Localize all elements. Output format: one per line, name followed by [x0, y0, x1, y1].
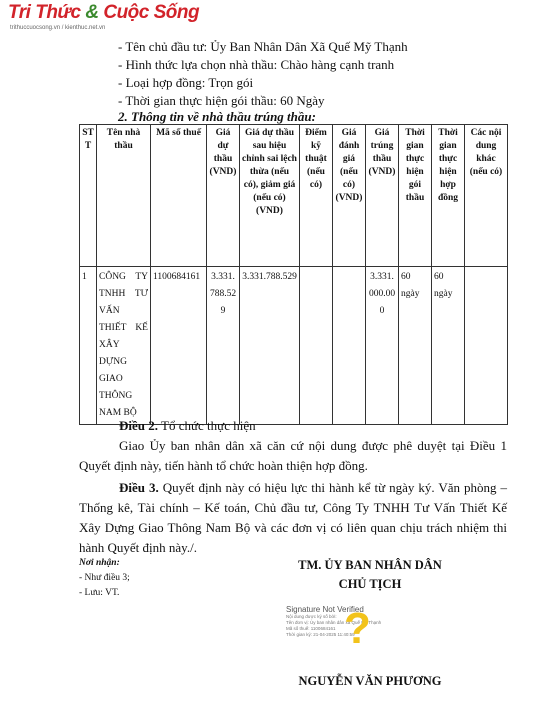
article-2-heading: Điều 2. Tổ chức thực hiện — [119, 418, 256, 433]
signature-detail: Nội dung được ký số bởi: — [286, 614, 337, 619]
col-header-adjusted-price: Giá dự thầu sau hiệu chỉnh sai lệch thừa (nếu có), giảm giá (nếu có) (VND) — [240, 125, 300, 267]
signing-org: TM. ỦY BAN NHÂN DÂN — [298, 558, 442, 572]
col-header-tax-code: Mã số thuế — [151, 125, 207, 267]
winning-bidder-table — [79, 124, 508, 425]
table-row — [80, 267, 508, 425]
tender-info — [118, 38, 408, 110]
signature-detail: Tên đơn vị: Ủy ban nhân dân xã Quế Mỹ Thạnh — [286, 620, 382, 625]
recipients — [79, 556, 130, 601]
col-header-evaluated-price: Giá đánh giá (nếu có) (VND) — [333, 125, 366, 267]
section-title: 2. Thông tin về nhà thầu trúng thầu: — [118, 109, 316, 124]
signature-detail: Mã số thuế: 1100684161 — [286, 626, 336, 631]
article-2-paragraph: Giao Ủy ban nhân dân xã căn cứ nội dung được phê duyệt tại Điều 1 Quyết định này, tiến hành tổ chức hoàn thiện hợp đồng. — [79, 438, 507, 473]
col-header-stt: STT — [80, 125, 97, 267]
col-header-winning-price: Giá trúng thầu (VND) — [366, 125, 399, 267]
signature-status: Signature Not Verified — [286, 605, 364, 614]
col-header-other: Các nội dung khác (nếu có) — [465, 125, 508, 267]
cell-evaluated-price — [333, 267, 366, 425]
col-header-package-duration: Thời gian thực hiện gói thầu — [399, 125, 432, 267]
col-header-contract-duration: Thời gian thực hiện hợp đồng — [432, 125, 465, 267]
signing-title: CHỦ TỊCH — [338, 577, 402, 591]
contract-type-line: - Loại hợp đồng: Trọn gói — [118, 75, 254, 90]
brand-name: Tri Thức & Cuộc Sống — [8, 2, 200, 23]
duration-line: - Thời gian thực hiện gói thầu: 60 Ngày — [118, 93, 325, 108]
recipient-item: - Như điều 3; — [79, 573, 130, 583]
selection-method-line: - Hình thức lựa chọn nhà thầu: Chào hàng cạnh tranh — [118, 57, 395, 72]
cell-package-duration: 60 ngày — [399, 267, 432, 425]
cell-other — [465, 267, 508, 425]
cell-contractor: CÔNG TY TNHH TƯ VẤN THIẾT KẾ XÂY DỰNG GIAO THÔNG NAM BỘ — [97, 267, 151, 425]
col-header-bid-price: Giá dự thầu (VND) — [207, 125, 240, 267]
signer-name: NGUYỄN VĂN PHƯƠNG — [298, 674, 442, 688]
signing-authority — [270, 556, 470, 594]
cell-tech-score — [300, 267, 333, 425]
recipient-item: - Lưu: VT. — [79, 588, 120, 598]
recipients-label: Nơi nhận: — [79, 558, 120, 568]
col-header-contractor: Tên nhà thầu — [97, 125, 151, 267]
article-2 — [79, 416, 507, 476]
cell-contract-duration: 60 ngày — [432, 267, 465, 425]
cell-adjusted-price: 3.331.788.529 — [240, 267, 300, 425]
cell-winning-price: 3.331.000.000 — [366, 267, 399, 425]
table-header-row — [80, 125, 508, 267]
brand-logo — [8, 2, 200, 38]
signature-detail: Thời gian ký: 21-04-2025 11:40:59 — [286, 632, 355, 637]
article-3: Điều 3. Quyết định này có hiệu lực thi hành kể từ ngày ký. Văn phòng – Thống kê, Tài chính – Kế toán, Chủ đầu tư, Công Ty TNHH Tư Vấn Thiết Kế Xây Dựng Giao Thông Nam Bộ và các đơn vị có liên quan chịu trách nhiệm thi hành Quyết định này./. — [79, 480, 507, 555]
brand-urls: trithuccuocsong.vn / kienthuc.net.vn — [10, 25, 106, 31]
investor-line: - Tên chủ đầu tư: Ủy Ban Nhân Dân Xã Quế Mỹ Thạnh — [118, 39, 408, 54]
cell-bid-price: 3.331.788.529 — [207, 267, 240, 425]
cell-stt: 1 — [80, 267, 97, 425]
digital-signature-stamp — [286, 605, 396, 653]
col-header-tech-score: Điểm kỹ thuật (nếu có) — [300, 125, 333, 267]
question-mark-icon: ? — [344, 604, 371, 653]
cell-tax-code: 1100684161 — [151, 267, 207, 425]
